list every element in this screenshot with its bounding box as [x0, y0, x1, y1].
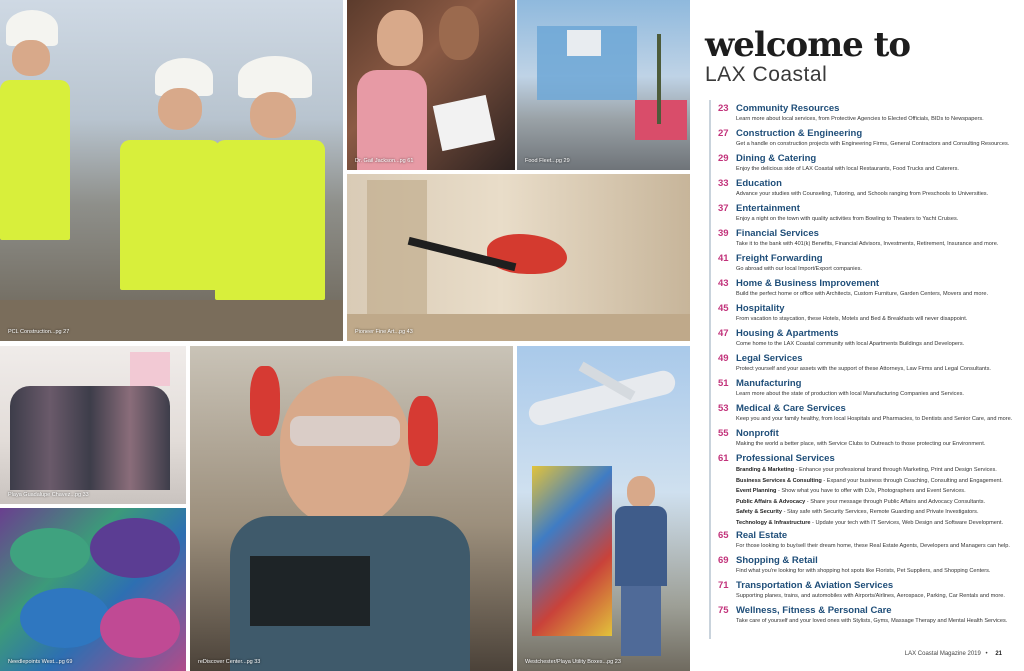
toc-description: Build the perfect home or office with Architects, Custom Furniture, Garden Centers, Movers and more.	[736, 291, 989, 297]
toc-entry[interactable]	[718, 580, 1018, 605]
toc-page-number: 55	[718, 428, 729, 439]
toc-heading: Housing & Apartments	[736, 328, 839, 339]
toc-description: Take it to the bank with 401(k) Benefits, Financial Advisors, Investments, Retirement, Insurance and more.	[736, 241, 999, 247]
photo-construction-workers	[0, 0, 343, 341]
toc-description: Take care of yourself and your loved ones with Stylists, Gyms, Massage Therapy and Mental Health Services.	[736, 618, 1008, 624]
footer-separator: •	[985, 651, 988, 657]
toc-subentry-text: - Stay safe with Security Services, Remote Guarding and Private Investigators.	[782, 509, 979, 515]
page-footer	[905, 651, 1002, 657]
toc-heading: Medical & Care Services	[736, 403, 846, 414]
photo-two-women-reading	[347, 0, 515, 170]
toc-entry[interactable]	[718, 228, 1018, 253]
toc-page-number: 47	[718, 328, 729, 339]
toc-subentry-label: Business Services & Consulting	[736, 477, 822, 484]
toc-heading: Dining & Catering	[736, 153, 817, 164]
toc-subentry-label: Safety & Security	[736, 509, 783, 515]
photo-caption: Food Fleet...pg 29	[525, 158, 570, 164]
toc-description: Get a handle on construction projects with Engineering Firms, General Contractors and Consulting Resources.	[736, 141, 1010, 147]
toc-page-number: 37	[718, 203, 729, 214]
toc-subentry-text: - Expand your business through Coaching, Consulting and Engagement.	[821, 477, 1003, 484]
page-number: 21	[995, 651, 1002, 657]
toc-page-number: 33	[718, 178, 729, 189]
toc-page-number: 49	[718, 353, 729, 364]
toc-subentry[interactable]	[736, 476, 1018, 487]
page-title: welcome to	[705, 25, 911, 65]
toc-heading: Home & Business Improvement	[736, 278, 880, 289]
section-divider	[709, 100, 711, 639]
toc-subentry-text: - Show what you have to offer with DJs, Photographers and Event Services.	[776, 488, 966, 494]
toc-entry[interactable]	[718, 278, 1018, 303]
toc-heading: Transportation & Aviation Services	[736, 580, 894, 591]
page-subtitle: LAX Coastal	[705, 63, 828, 86]
toc-subentry[interactable]	[736, 497, 1018, 508]
toc-page-number: 29	[718, 153, 729, 164]
photo-convention-center-food-trucks	[517, 0, 690, 170]
toc-subentry[interactable]	[736, 507, 1018, 518]
photo-caption: PCL Construction...pg 27	[8, 329, 70, 335]
toc-page-number: 65	[718, 530, 729, 541]
toc-entry[interactable]	[718, 128, 1018, 153]
toc-description: Learn more about the state of production with local Manufacturing Companies and Services.	[736, 391, 964, 397]
toc-entry[interactable]	[718, 253, 1018, 278]
toc-entry[interactable]	[718, 428, 1018, 453]
photo-schoolgirls-group	[0, 346, 186, 504]
toc-entry[interactable]	[718, 378, 1018, 403]
toc-heading: Legal Services	[736, 353, 803, 364]
toc-page-number: 69	[718, 555, 729, 566]
toc-entry[interactable]	[718, 530, 1018, 555]
photo-caption: Westchester/Playa Utility Boxes...pg 23	[525, 659, 621, 665]
toc-heading: Real Estate	[736, 530, 788, 541]
toc-page-number: 61	[718, 453, 729, 464]
toc-page-number: 51	[718, 378, 729, 389]
toc-page-number: 41	[718, 253, 729, 264]
toc-subentry-label: Technology & Infrastructure	[736, 519, 811, 526]
photo-caption: Dr. Gail Jackson...pg 61	[355, 158, 414, 164]
toc-entry[interactable]	[718, 353, 1018, 378]
toc-entry[interactable]	[718, 178, 1018, 203]
toc-page-number: 53	[718, 403, 729, 414]
toc-heading: Hospitality	[736, 303, 785, 314]
toc-entry[interactable]	[718, 153, 1018, 178]
toc-description: Find what you're looking for with shopping hot spots like Florists, Pet Suppliers, and Shopping Centers.	[736, 568, 991, 574]
toc-description: Learn more about local services, from Protective Agencies to Elected Officials, BIDs to Newspapers.	[736, 116, 984, 122]
toc-description: Enjoy the delicious side of LAX Coastal with local Restaurants, Food Trucks and Caterers.	[736, 166, 959, 172]
photo-boy-with-earmuffs	[190, 346, 513, 671]
toc-description: Enjoy a night on the town with quality activities from Bowling to Theaters to Yacht Cruises.	[736, 216, 959, 222]
toc-subentry[interactable]	[736, 486, 1018, 497]
toc-description: Come home to the LAX Coastal community with local Apartments Buildings and Developers.	[736, 341, 965, 347]
toc-heading: Freight Forwarding	[736, 253, 823, 264]
magazine-name: LAX Coastal Magazine 2019	[904, 651, 981, 657]
toc-page-number: 23	[718, 103, 729, 114]
photo-caption: Playa Guadalupe Chavez...pg 33	[8, 492, 89, 498]
toc-page-number: 27	[718, 128, 729, 139]
toc-entry[interactable]	[718, 403, 1018, 428]
photo-artist-painting	[347, 174, 690, 341]
toc-entry[interactable]	[718, 605, 1018, 630]
toc-description: Protect yourself and your assets with the support of these Attorneys, Law Firms and Legal Consultants.	[736, 366, 991, 372]
toc-page-number: 43	[718, 278, 729, 289]
toc-description: Supporting planes, trains, and automobiles with Airports/Airlines, Aerospace, Parking, Car Rentals and more.	[736, 593, 1005, 599]
toc-subentry[interactable]	[736, 518, 1018, 529]
toc-heading: Professional Services	[736, 453, 835, 464]
photo-yarn-skeins	[0, 508, 186, 671]
toc-subentry-label: Branding & Marketing	[736, 467, 795, 473]
toc-page	[690, 0, 1024, 671]
toc-heading: Nonprofit	[736, 428, 779, 439]
toc-heading: Financial Services	[736, 228, 819, 239]
toc-description: Keep you and your family healthy, from local Hospitals and Pharmacies, to Dentists and Senior Care, and more.	[736, 416, 1013, 422]
photo-caption: Pioneer Fine Art...pg 43	[355, 329, 413, 335]
toc-heading: Community Resources	[736, 103, 840, 114]
toc-page-number: 75	[718, 605, 729, 616]
photo-caption: reDiscover Center...pg 33	[198, 659, 261, 665]
table-of-contents	[718, 103, 1018, 630]
toc-subentry-label: Public Affairs & Advocacy	[736, 498, 806, 505]
toc-subentry-label: Event Planning	[736, 488, 777, 494]
photo-caption: Needlepoints West...pg 69	[8, 659, 73, 665]
toc-entry-professional-services[interactable]	[718, 453, 1018, 528]
photo-airplane-utility-box	[517, 346, 690, 671]
toc-entry[interactable]	[718, 555, 1018, 580]
toc-description: Making the world a better place, with Service Clubs to Outreach to those protecting our Environment.	[736, 441, 986, 447]
toc-entry[interactable]	[718, 303, 1018, 328]
toc-description: Advance your studies with Counseling, Tutoring, and Schools ranging from Preschools to Universities.	[736, 191, 989, 197]
toc-subentry-text: - Update your tech with IT Services, Web Design and Software Development.	[810, 519, 1004, 526]
toc-entry[interactable]	[718, 328, 1018, 353]
toc-subentry-text: - Share your message through Public Affairs and Advocacy Consultants.	[805, 498, 986, 505]
toc-heading: Shopping & Retail	[736, 555, 818, 566]
toc-heading: Construction & Engineering	[736, 128, 863, 139]
toc-entry[interactable]	[718, 203, 1018, 228]
toc-description: Go abroad with our local Import/Export companies.	[736, 266, 862, 272]
toc-heading: Education	[736, 178, 782, 189]
toc-subentry[interactable]	[736, 465, 1018, 476]
toc-description: For those looking to buy/sell their dream home, these Real Estate Agents, Developers and Managers can help.	[736, 543, 1010, 549]
toc-heading: Wellness, Fitness & Personal Care	[736, 605, 892, 616]
toc-heading: Entertainment	[736, 203, 800, 214]
toc-page-number: 39	[718, 228, 729, 239]
toc-page-number: 45	[718, 303, 729, 314]
toc-page-number: 71	[718, 580, 729, 591]
toc-entry[interactable]	[718, 103, 1018, 128]
toc-description: From vacation to staycation, these Hotels, Motels and Bed & Breakfasts will never disappoint.	[736, 316, 968, 322]
toc-heading: Manufacturing	[736, 378, 802, 389]
toc-subentry-text: - Enhance your professional brand through Marketing, Print and Design Services.	[794, 467, 997, 473]
